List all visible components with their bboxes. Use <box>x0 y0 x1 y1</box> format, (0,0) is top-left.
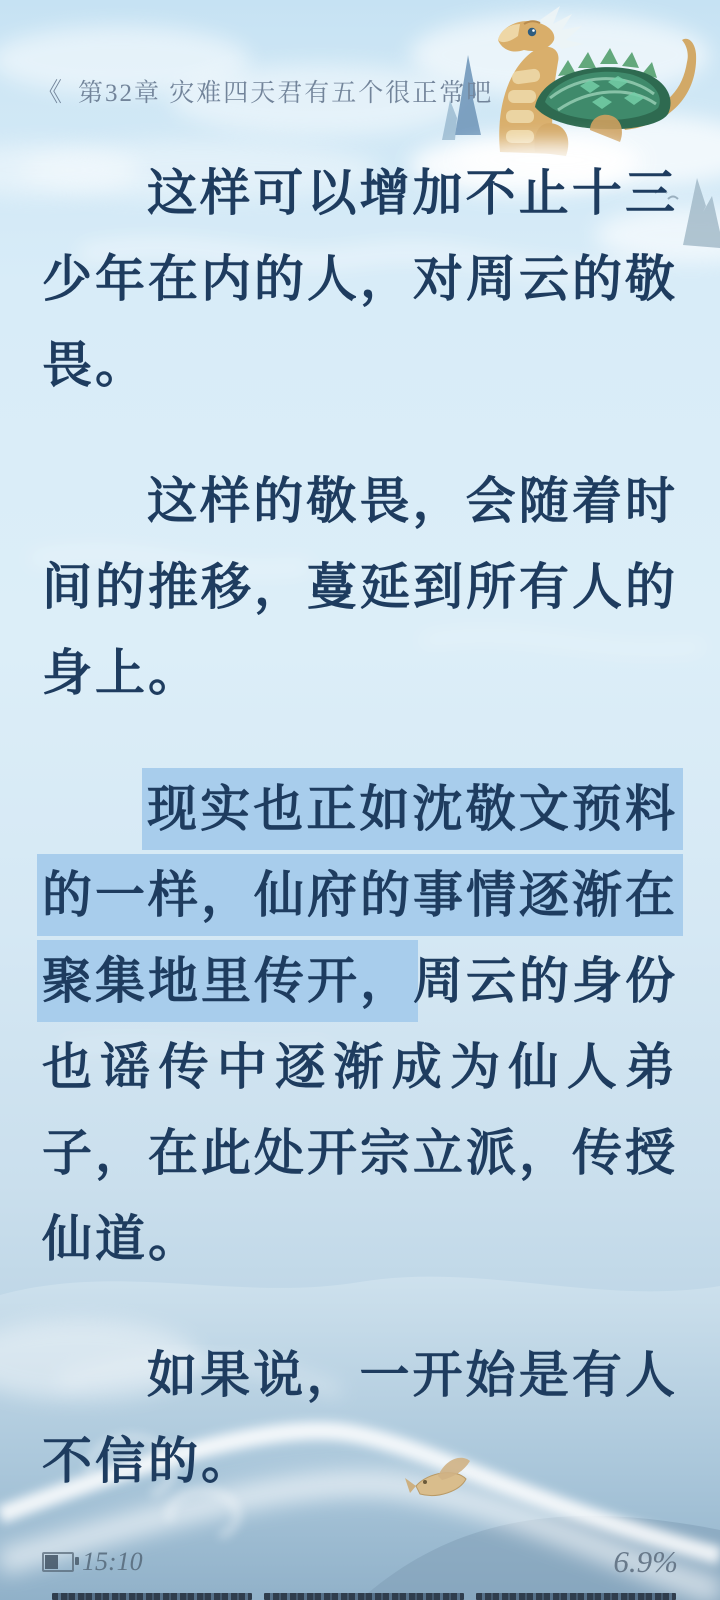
battery-fill <box>45 1555 58 1569</box>
paragraph: 这样的敬畏，会随着时间的推移，蔓延到所有人的身上。 <box>42 473 678 701</box>
reader-status-bar <box>0 1544 720 1580</box>
reading-progress: 6.9% <box>613 1544 678 1579</box>
paragraph: 如果说，一开始是有人不信的。 <box>42 1347 678 1489</box>
clock-time: 15:10 <box>82 1547 143 1576</box>
battery-icon <box>42 1552 74 1572</box>
chapter-title: 第32章 灾难四天君有五个很正常吧 <box>78 79 494 107</box>
reading-area[interactable] <box>0 150 720 1554</box>
paragraph: 现实也正如沈敬文预料的一样，仙府的事情逐渐在聚集地里传开，周云的身份也谣传中逐渐成为仙人弟子，在此处开宗立派，传授仙道。 <box>42 766 678 1282</box>
bottom-banner-strip <box>0 1593 720 1600</box>
battery-nub <box>75 1557 79 1565</box>
selected-text-highlight[interactable]: 现实也正如沈敬文预料的一样，仙府的事情逐渐在聚集地里传开， <box>37 768 683 1022</box>
banner-segment <box>476 1593 676 1600</box>
paragraph: 这样可以增加不止十三少年在内的人，对周云的敬畏。 <box>42 165 678 393</box>
chapter-header <box>36 72 494 109</box>
banner-segment <box>52 1593 252 1600</box>
back-button[interactable]: 《 <box>36 78 65 107</box>
banner-segment <box>264 1593 464 1600</box>
